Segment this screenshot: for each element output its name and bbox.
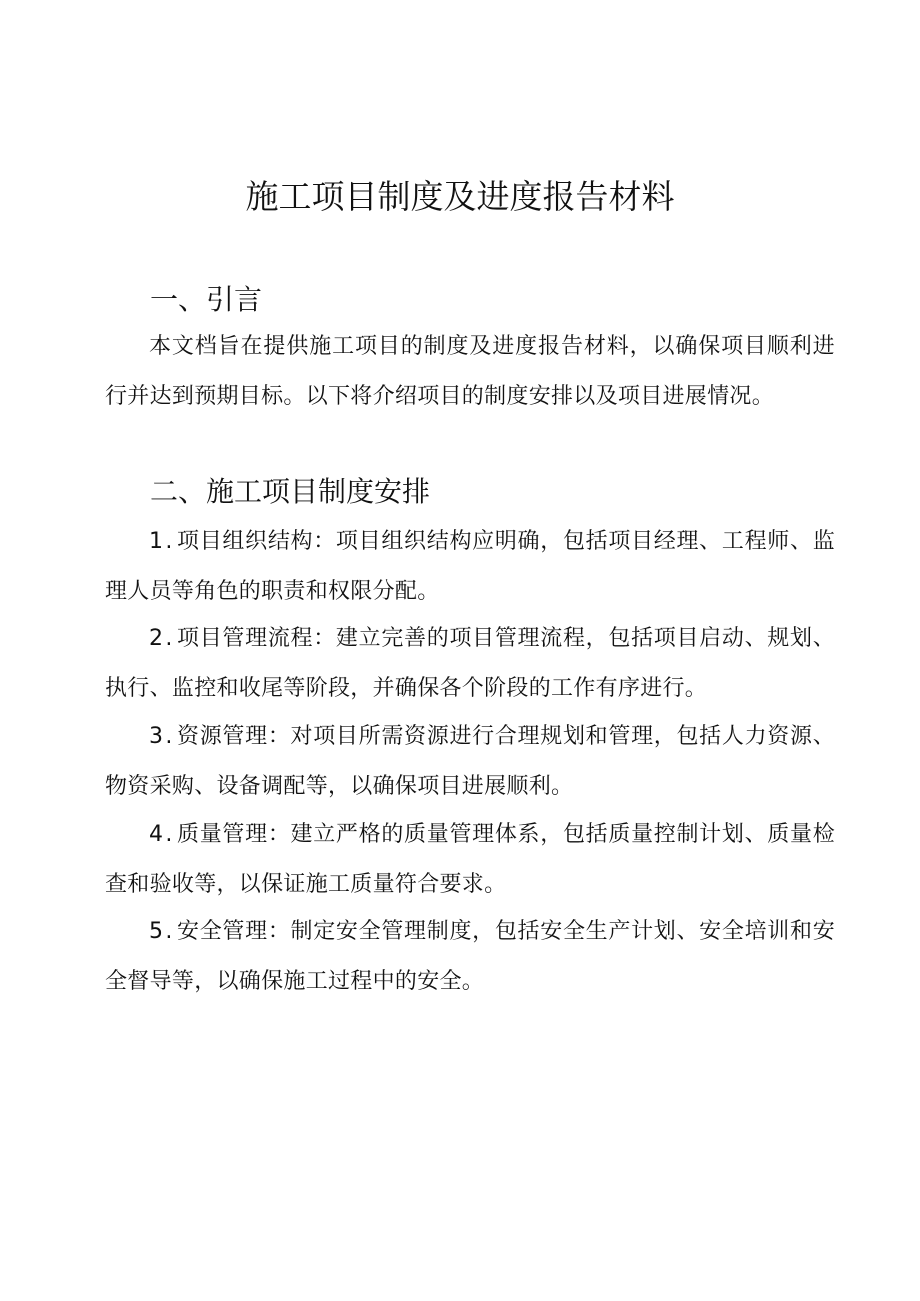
item-number: 1 xyxy=(149,529,164,554)
document-title: 施工项目制度及进度报告材料 xyxy=(245,177,675,216)
item-number: 5 xyxy=(149,919,164,944)
list-item: 2. 项目管理流程：建立完善的项目管理流程，包括项目启动、规划、执行、监控和收尾等阶段，并确保各个阶段的工作有序进行。 xyxy=(105,626,835,701)
item-text: 项目组织结构：项目组织结构应明确，包括项目经理、工程师、监理人员等角色的职责和权限分配。 xyxy=(105,529,835,604)
item-text: 质量管理：建立严格的质量管理体系，包括质量控制计划、质量检查和验收等，以保证施工质量符合要求。 xyxy=(105,822,835,897)
item-text: 项目管理流程：建立完善的项目管理流程，包括项目启动、规划、执行、监控和收尾等阶段，并确保各个阶段的工作有序进行。 xyxy=(105,626,835,701)
item-number: 4 xyxy=(149,822,164,847)
item-number: 3 xyxy=(149,724,164,749)
section-heading-system-arrangement: 二、施工项目制度安排 xyxy=(150,475,431,508)
item-number: 2 xyxy=(149,626,164,651)
list-item: 1. 项目组织结构：项目组织结构应明确，包括项目经理、工程师、监理人员等角色的职责和权限分配。 xyxy=(105,529,835,604)
item-text: 资源管理：对项目所需资源进行合理规划和管理，包括人力资源、物资采购、设备调配等，以确保项目进展顺利。 xyxy=(105,724,835,799)
list-item: 3. 资源管理：对项目所需资源进行合理规划和管理，包括人力资源、物资采购、设备调配等，以确保项目进展顺利。 xyxy=(105,724,835,799)
item-text: 安全管理：制定安全管理制度，包括安全生产计划、安全培训和安全督导等，以确保施工过程中的安全。 xyxy=(105,919,835,994)
list-item: 4. 质量管理：建立严格的质量管理体系，包括质量控制计划、质量检查和验收等，以保证施工质量符合要求。 xyxy=(105,822,835,897)
section-heading-introduction: 一、引言 xyxy=(150,283,263,316)
introduction-paragraph: 本文档旨在提供施工项目的制度及进度报告材料，以确保项目顺利进行并达到预期目标。以下将介绍项目的制度安排以及项目进展情况。 xyxy=(105,334,835,409)
list-item: 5. 安全管理：制定安全管理制度，包括安全生产计划、安全培训和安全督导等，以确保施工过程中的安全。 xyxy=(105,919,835,994)
